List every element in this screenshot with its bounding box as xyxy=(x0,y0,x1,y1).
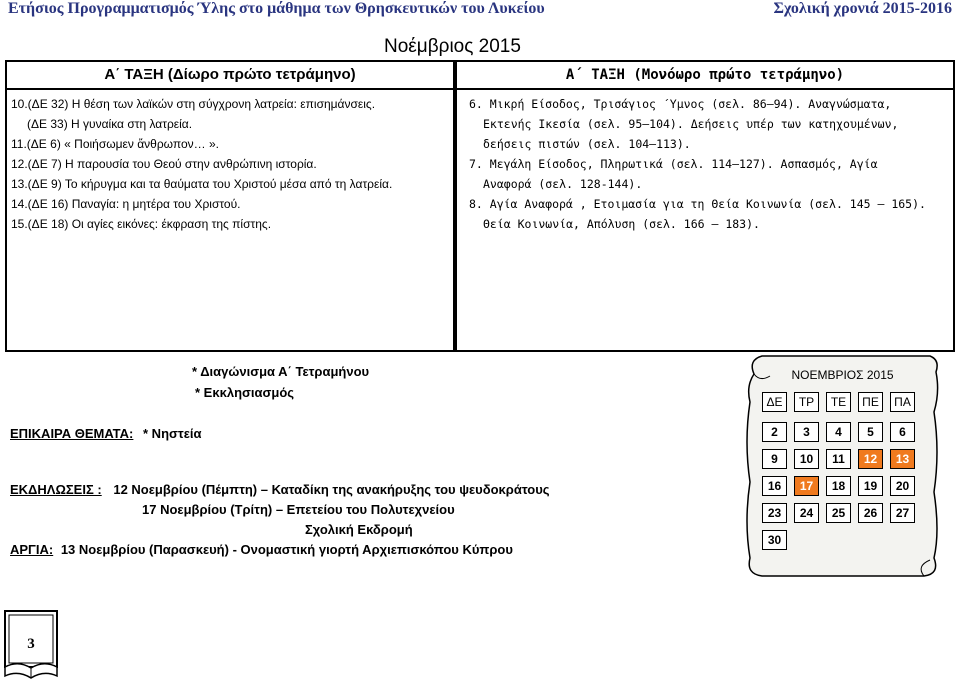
right-column-box xyxy=(455,60,955,352)
list-item: 15.(ΔΕ 18) Οι αγίες εικόνες: έκφραση της πίστης. xyxy=(11,217,272,231)
left-column-list xyxy=(7,90,453,234)
list-item: Αναφορά (σελ. 128-144). xyxy=(483,177,643,191)
argia-value: 13 Νοεμβρίου (Παρασκευή) - Ονομαστική γιορτή Αρχιεπισκόπου Κύπρου xyxy=(60,542,513,557)
calendar-day-cell: 6 xyxy=(890,422,915,442)
list-item: 8. Αγία Αναφορά , Ετοιμασία για τη Θεία Κοινωνία (σελ. 145 – 165). xyxy=(469,197,926,211)
list-item: 14.(ΔΕ 16) Παναγία: η μητέρα του Χριστού. xyxy=(11,197,241,211)
right-column-title: Α΄ ΤΑΞΗ (Μονόωρο πρώτο τετράμηνο) xyxy=(457,62,953,90)
epikaira-label: ΕΠΙΚΑΙΡΑ ΘΕΜΑΤΑ: xyxy=(10,426,134,441)
page-header xyxy=(0,0,960,20)
page-number: 3 xyxy=(27,636,35,652)
page-number-book xyxy=(2,608,60,680)
ekdilosi-2: 17 Νοεμβρίου (Τρίτη) – Επετείου του Πολυτεχνείου xyxy=(142,502,455,517)
calendar-day-cell: 16 xyxy=(762,476,787,496)
list-item: (ΔΕ 33) Η γυναίκα στη λατρεία. xyxy=(27,117,193,131)
epikaira-value: * Νηστεία xyxy=(143,426,202,441)
ekdilosi-3: Σχολική Εκδρομή xyxy=(305,522,413,537)
ekdilosi-1: 12 Νοεμβρίου (Πέμπτη) – Καταδίκη της ανακήρυξης του ψευδοκράτους xyxy=(113,482,550,497)
argia-row xyxy=(10,542,513,557)
exam-note: * Διαγώνισμα Α΄ Τετραμήνου xyxy=(192,364,370,379)
calendar-grid xyxy=(762,388,922,568)
calendar-day-cell: 3 xyxy=(794,422,819,442)
calendar-day-cell: 24 xyxy=(794,503,819,523)
epikaira-row xyxy=(10,426,201,441)
ekdiloseis-row xyxy=(10,482,550,497)
list-item: 13.(ΔΕ 9) Το κήρυγμα και τα θαύματα του Χριστού μέσα από τη λατρεία. xyxy=(11,177,393,191)
list-item: Θεία Κοινωνία, Απόλυση (σελ. 166 – 183). xyxy=(483,217,760,231)
calendar-day-cell: 4 xyxy=(826,422,851,442)
calendar-day-header: ΤΕ xyxy=(826,392,851,412)
list-item: δεήσεις πιστών (σελ. 104–113). xyxy=(483,137,691,151)
church-note: * Εκκλησιασμός xyxy=(195,385,295,400)
ekdiloseis-label: ΕΚΔΗΛΩΣΕΙΣ : xyxy=(10,482,102,497)
calendar-day-cell: 26 xyxy=(858,503,883,523)
calendar-day-cell: 11 xyxy=(826,449,851,469)
calendar-day-cell: 19 xyxy=(858,476,883,496)
list-item: Εκτενής Ικεσία (σελ. 95–104). Δεήσεις υπέρ των κατηχουμένων, xyxy=(483,117,899,131)
list-item: 11.(ΔΕ 6) « Ποιήσωμεν ἄνθρωπον… ». xyxy=(11,137,219,151)
header-title: Ετήσιος Προγραμματισμός Ύλης στο μάθημα των Θρησκευτικών του Λυκείου xyxy=(8,0,545,17)
calendar-day-header: ΔΕ xyxy=(762,392,787,412)
calendar-scroll xyxy=(740,352,945,580)
calendar-day-cell: 23 xyxy=(762,503,787,523)
calendar-day-cell: 20 xyxy=(890,476,915,496)
right-column-list xyxy=(457,90,953,234)
calendar-day-cell: 27 xyxy=(890,503,915,523)
list-item: 10.(ΔΕ 32) Η θέση των λαϊκών στη σύγχρονη λατρεία: επισημάνσεις. xyxy=(11,97,376,111)
calendar-day-cell: 9 xyxy=(762,449,787,469)
calendar-day-header: ΤΡ xyxy=(794,392,819,412)
calendar-title: ΝΟΕΜΒΡΙΟΣ 2015 xyxy=(791,368,894,382)
left-column-box xyxy=(5,60,455,352)
calendar-day-cell: 25 xyxy=(826,503,851,523)
calendar-day-cell: 5 xyxy=(858,422,883,442)
calendar-day-cell: 17 xyxy=(794,476,819,496)
argia-label: ΑΡΓΙΑ: xyxy=(10,542,54,557)
calendar-day-cell: 30 xyxy=(762,530,787,550)
header-school-year: Σχολική χρονιά 2015-2016 xyxy=(773,0,952,17)
calendar-day-cell: 10 xyxy=(794,449,819,469)
left-column-title: Α΄ ΤΑΞΗ (Δίωρο πρώτο τετράμηνο) xyxy=(7,62,453,90)
calendar-day-cell: 2 xyxy=(762,422,787,442)
list-item: 12.(ΔΕ 7) Η παρουσία του Θεού στην ανθρώπινη ιστορία. xyxy=(11,157,317,171)
list-item: 6. Μικρή Είσοδος, Τρισάγιος ΄Υμνος (σελ. 86–94). Αναγνώσματα, xyxy=(469,97,892,111)
month-title: Νοέμβριος 2015 xyxy=(384,36,521,57)
calendar-day-header: ΠΑ xyxy=(890,392,915,412)
calendar-day-cell: 13 xyxy=(890,449,915,469)
calendar-day-cell: 12 xyxy=(858,449,883,469)
calendar-day-header: ΠΕ xyxy=(858,392,883,412)
list-item: 7. Μεγάλη Είσοδος, Πληρωτικά (σελ. 114–127). Ασπασμός, Αγία xyxy=(469,157,878,171)
calendar-day-cell: 18 xyxy=(826,476,851,496)
